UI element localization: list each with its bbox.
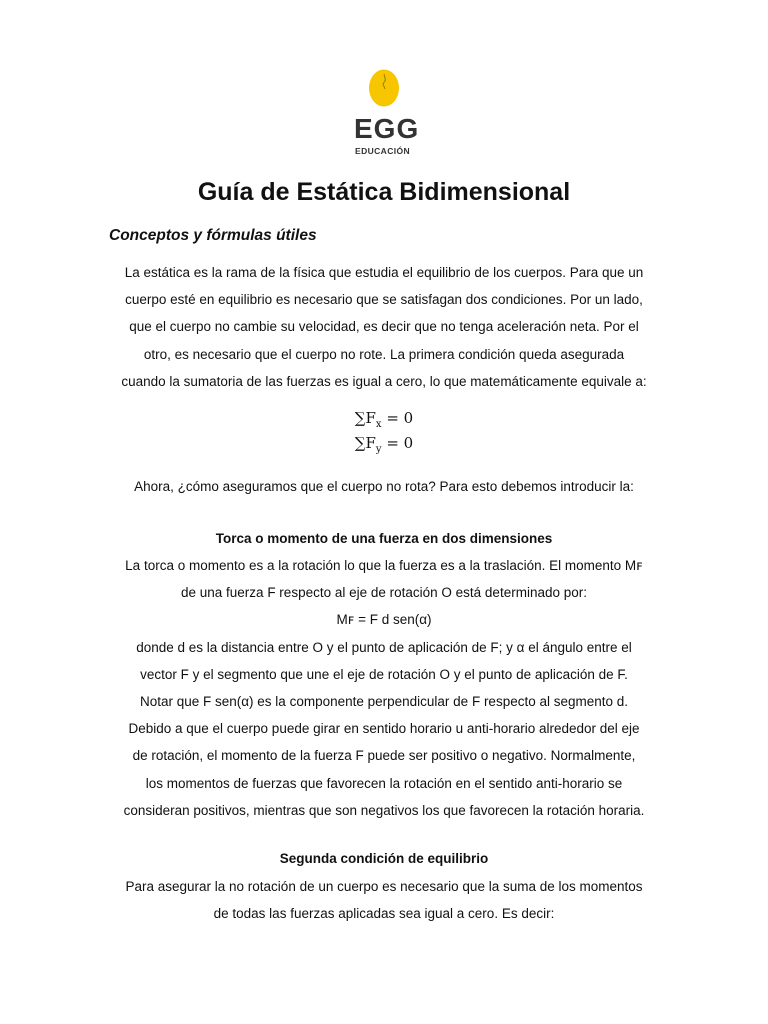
torque-line: de una fuerza F respecto al eje de rotación O está determinado por: (181, 585, 587, 601)
second-condition-heading: Segunda condición de equilibrio (279, 851, 489, 866)
force-subscript: x (375, 419, 382, 430)
question-line: Ahora, ¿cómo aseguramos que el cuerpo no rota? Para esto debemos introducir la: (134, 479, 634, 494)
torque-line: de rotación, el momento de la fuerza F puede ser positivo o negativo. Normalmente, (132, 748, 636, 764)
section-subtitle: Conceptos y fórmulas útiles (109, 227, 317, 244)
egg-logo (354, 66, 420, 156)
second-condition-line: de todas las fuerzas aplicadas sea igual a cero. Es decir: (213, 906, 555, 922)
equation-rhs: = 0 (381, 434, 414, 452)
torque-line: Debido a que el cuerpo puede girar en sentido horario u anti-horario alrededor del eje (128, 721, 640, 737)
force-subscript: y (375, 444, 382, 455)
logo-brand-text: EGG (354, 113, 420, 144)
torque-formula: Mꜰ = F d sen(α) (336, 612, 432, 628)
logo-sub-text: EDUCACIÓN (355, 146, 411, 156)
torque-line: Notar que F sen(α) es la componente perpendicular de F respecto al segmento d. (139, 694, 629, 710)
second-condition-paragraph (104, 873, 664, 927)
torque-line: La torca o momento es a la rotación lo que la fuerza es a la traslación. El momento Mꜰ (125, 558, 643, 573)
torque-line: vector F y el segmento que une el eje de rotación O y el punto de aplicación de F. (140, 666, 628, 682)
document-title: Guía de Estática Bidimensional (197, 178, 571, 206)
force-symbol: F (365, 434, 376, 452)
intro-line: que el cuerpo no cambie su velocidad, es decir que no tenga aceleración neta. Por el (129, 319, 639, 335)
intro-paragraph (104, 259, 664, 395)
second-condition-line: Para asegurar la no rotación de un cuerpo es necesario que la suma de los momentos (125, 879, 643, 894)
sum-symbol: ∑ (354, 409, 366, 427)
intro-line: otro, es necesario que el cuerpo no rote. La primera condición queda asegurada (143, 346, 625, 362)
intro-line: cuando la sumatoria de las fuerzas es igual a cero, lo que matemáticamente equivale a: (121, 373, 647, 389)
torque-heading: Torca o momento de una fuerza en dos dimensiones (215, 531, 553, 546)
torque-line: donde d es la distancia entre O y el punto de aplicación de F; y α el ángulo entre el (136, 639, 632, 655)
sum-symbol: ∑ (354, 434, 366, 452)
intro-line: La estática es la rama de la física que estudia el equilibrio de los cuerpos. Para que un (124, 265, 644, 280)
egg-icon (368, 66, 400, 107)
equation-rhs: = 0 (381, 409, 414, 427)
torque-line: consideran positivos, mientras que son negativos los que favorecen la rotación horaria. (123, 802, 645, 818)
torque-paragraph (104, 552, 664, 824)
torque-line: los momentos de fuerzas que favorecen la rotación en el sentido anti-horario se (145, 775, 623, 791)
force-symbol: F (365, 409, 376, 427)
equation-sum-fy (0, 432, 768, 461)
intro-line: cuerpo esté en equilibrio es necesario que se satisfagan dos condiciones. Por un lado, (125, 292, 643, 308)
